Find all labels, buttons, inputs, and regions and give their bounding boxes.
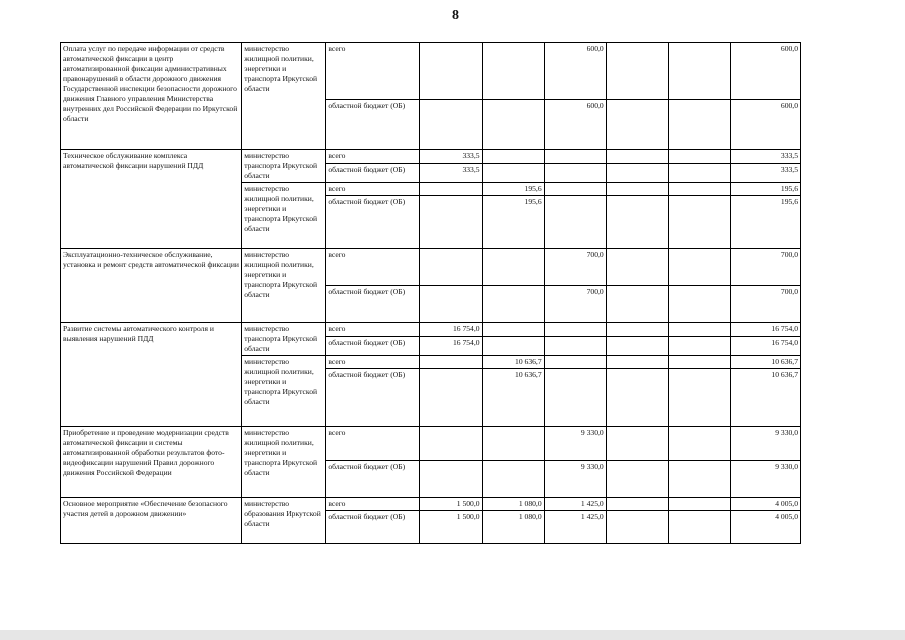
amount-cell-total: 9 330,0: [730, 461, 800, 498]
executor-cell: министерство образования Иркутской области: [242, 498, 326, 544]
amount-cell-y5: [668, 249, 730, 286]
amount-cell-y3: 700,0: [544, 249, 606, 286]
amount-cell-total: 700,0: [730, 286, 800, 323]
executor-cell: министерство транспорта Иркутской области: [242, 150, 326, 183]
amount-cell-y2: 1 080,0: [482, 511, 544, 544]
funding-source-cell: областной бюджет (ОБ): [326, 336, 420, 355]
amount-cell-y3: [544, 196, 606, 249]
amount-cell-y2: [482, 336, 544, 355]
activity-cell: Техническое обслуживание комплекса автоматической фиксации нарушений ПДД: [61, 150, 242, 249]
amount-cell-y2: [482, 323, 544, 337]
amount-cell-y3: 600,0: [544, 43, 606, 100]
amount-cell-y1: [420, 183, 482, 196]
amount-cell-total: 4 005,0: [730, 498, 800, 511]
amount-cell-y4: [606, 43, 668, 100]
activity-cell: Развитие системы автоматического контроля и выявления нарушений ПДД: [61, 323, 242, 427]
amount-cell-y2: 195,6: [482, 196, 544, 249]
funding-source-cell: областной бюджет (ОБ): [326, 196, 420, 249]
amount-cell-y4: [606, 498, 668, 511]
amount-cell-y3: 600,0: [544, 100, 606, 150]
amount-cell-y5: [668, 369, 730, 427]
amount-cell-y4: [606, 323, 668, 337]
amount-cell-y3: 1 425,0: [544, 498, 606, 511]
amount-cell-y1: [420, 356, 482, 369]
amount-cell-y5: [668, 511, 730, 544]
scan-edge-bottom: [0, 630, 905, 640]
amount-cell-y4: [606, 100, 668, 150]
table-row: [61, 43, 801, 100]
amount-cell-y2: [482, 163, 544, 182]
amount-cell-y5: [668, 100, 730, 150]
amount-cell-y2: [482, 43, 544, 100]
amount-cell-total: 195,6: [730, 196, 800, 249]
funding-source-cell: областной бюджет (ОБ): [326, 286, 420, 323]
budget-table: [60, 42, 801, 544]
amount-cell-y4: [606, 369, 668, 427]
activity-cell: Эксплуатационно-техническое обслуживание, установка и ремонт средств автоматической фиксации: [61, 249, 242, 323]
table-row: [61, 323, 801, 337]
amount-cell-total: 9 330,0: [730, 427, 800, 461]
amount-cell-y4: [606, 196, 668, 249]
amount-cell-y5: [668, 356, 730, 369]
amount-cell-y2: [482, 286, 544, 323]
funding-source-cell: областной бюджет (ОБ): [326, 461, 420, 498]
amount-cell-total: 10 636,7: [730, 369, 800, 427]
activity-cell: Основное мероприятие «Обеспечение безопасного участия детей в дорожном движении»: [61, 498, 242, 544]
amount-cell-y1: 16 754,0: [420, 336, 482, 355]
amount-cell-total: 16 754,0: [730, 323, 800, 337]
funding-source-cell: всего: [326, 43, 420, 100]
amount-cell-y5: [668, 427, 730, 461]
funding-source-cell: областной бюджет (ОБ): [326, 511, 420, 544]
amount-cell-total: 600,0: [730, 100, 800, 150]
funding-source-cell: всего: [326, 498, 420, 511]
amount-cell-y4: [606, 511, 668, 544]
amount-cell-y2: 1 080,0: [482, 498, 544, 511]
activity-cell: Приобретение и проведение модернизации средств автоматической фиксации и системы автоматизированной обработки результатов фото-видеофиксации нарушений Правил дорожного движения Российской Федерации: [61, 427, 242, 498]
amount-cell-total: 16 754,0: [730, 336, 800, 355]
amount-cell-y5: [668, 323, 730, 337]
amount-cell-y2: [482, 427, 544, 461]
amount-cell-total: 333,5: [730, 150, 800, 164]
amount-cell-y1: 16 754,0: [420, 323, 482, 337]
executor-cell: министерство транспорта Иркутской области: [242, 323, 326, 356]
table-row: [61, 249, 801, 286]
executor-cell: министерство жилищной политики, энергетики и транспорта Иркутской области: [242, 427, 326, 498]
funding-source-cell: областной бюджет (ОБ): [326, 163, 420, 182]
amount-cell-y3: 9 330,0: [544, 427, 606, 461]
amount-cell-total: 10 636,7: [730, 356, 800, 369]
amount-cell-y1: [420, 249, 482, 286]
amount-cell-total: 600,0: [730, 43, 800, 100]
funding-source-cell: всего: [326, 183, 420, 196]
amount-cell-y1: [420, 196, 482, 249]
amount-cell-y1: 1 500,0: [420, 498, 482, 511]
amount-cell-y3: 9 330,0: [544, 461, 606, 498]
amount-cell-y2: [482, 461, 544, 498]
amount-cell-y4: [606, 183, 668, 196]
amount-cell-y1: [420, 427, 482, 461]
amount-cell-y4: [606, 150, 668, 164]
table-row: [61, 498, 801, 511]
funding-source-cell: всего: [326, 249, 420, 286]
amount-cell-y1: [420, 461, 482, 498]
amount-cell-y5: [668, 43, 730, 100]
executor-cell: министерство жилищной политики, энергетики и транспорта Иркутской области: [242, 356, 326, 427]
amount-cell-y4: [606, 427, 668, 461]
activity-cell: Оплата услуг по передаче информации от средств автоматической фиксации в центр автоматизированной фиксации административных правонарушений в области дорожного движения Государственной инспекции безопасности дорожного движения Главного управления Министерства внутренних дел Российской Федерации по Иркутской области: [61, 43, 242, 150]
amount-cell-y2: [482, 249, 544, 286]
amount-cell-y1: 333,5: [420, 163, 482, 182]
amount-cell-y5: [668, 150, 730, 164]
amount-cell-y4: [606, 356, 668, 369]
amount-cell-y3: 700,0: [544, 286, 606, 323]
page-number: 8: [452, 8, 459, 23]
amount-cell-total: 195,6: [730, 183, 800, 196]
amount-cell-y4: [606, 461, 668, 498]
amount-cell-y5: [668, 183, 730, 196]
amount-cell-y3: [544, 183, 606, 196]
amount-cell-y5: [668, 286, 730, 323]
funding-source-cell: областной бюджет (ОБ): [326, 100, 420, 150]
funding-source-cell: всего: [326, 150, 420, 164]
amount-cell-y2: 10 636,7: [482, 356, 544, 369]
amount-cell-y1: [420, 369, 482, 427]
amount-cell-y1: 1 500,0: [420, 511, 482, 544]
amount-cell-y3: [544, 163, 606, 182]
amount-cell-y5: [668, 461, 730, 498]
amount-cell-y1: [420, 286, 482, 323]
amount-cell-y2: 195,6: [482, 183, 544, 196]
executor-cell: министерство жилищной политики, энергетики и транспорта Иркутской области: [242, 183, 326, 249]
amount-cell-y5: [668, 163, 730, 182]
table-row: [61, 150, 801, 164]
amount-cell-y1: [420, 100, 482, 150]
amount-cell-y3: [544, 356, 606, 369]
amount-cell-y1: 333,5: [420, 150, 482, 164]
funding-source-cell: областной бюджет (ОБ): [326, 369, 420, 427]
amount-cell-total: 333,5: [730, 163, 800, 182]
amount-cell-y3: 1 425,0: [544, 511, 606, 544]
amount-cell-y1: [420, 43, 482, 100]
amount-cell-y5: [668, 498, 730, 511]
amount-cell-y3: [544, 150, 606, 164]
amount-cell-y2: [482, 100, 544, 150]
amount-cell-y3: [544, 336, 606, 355]
amount-cell-y4: [606, 163, 668, 182]
funding-source-cell: всего: [326, 323, 420, 337]
amount-cell-total: 700,0: [730, 249, 800, 286]
amount-cell-y3: [544, 323, 606, 337]
amount-cell-y4: [606, 249, 668, 286]
amount-cell-y4: [606, 286, 668, 323]
amount-cell-y5: [668, 336, 730, 355]
amount-cell-y5: [668, 196, 730, 249]
executor-cell: министерство жилищной политики, энергетики и транспорта Иркутской области: [242, 43, 326, 150]
amount-cell-total: 4 005,0: [730, 511, 800, 544]
funding-source-cell: всего: [326, 356, 420, 369]
executor-cell: министерство жилищной политики, энергетики и транспорта Иркутской области: [242, 249, 326, 323]
amount-cell-y3: [544, 369, 606, 427]
amount-cell-y4: [606, 336, 668, 355]
table-row: [61, 427, 801, 461]
amount-cell-y2: 10 636,7: [482, 369, 544, 427]
amount-cell-y2: [482, 150, 544, 164]
funding-source-cell: всего: [326, 427, 420, 461]
